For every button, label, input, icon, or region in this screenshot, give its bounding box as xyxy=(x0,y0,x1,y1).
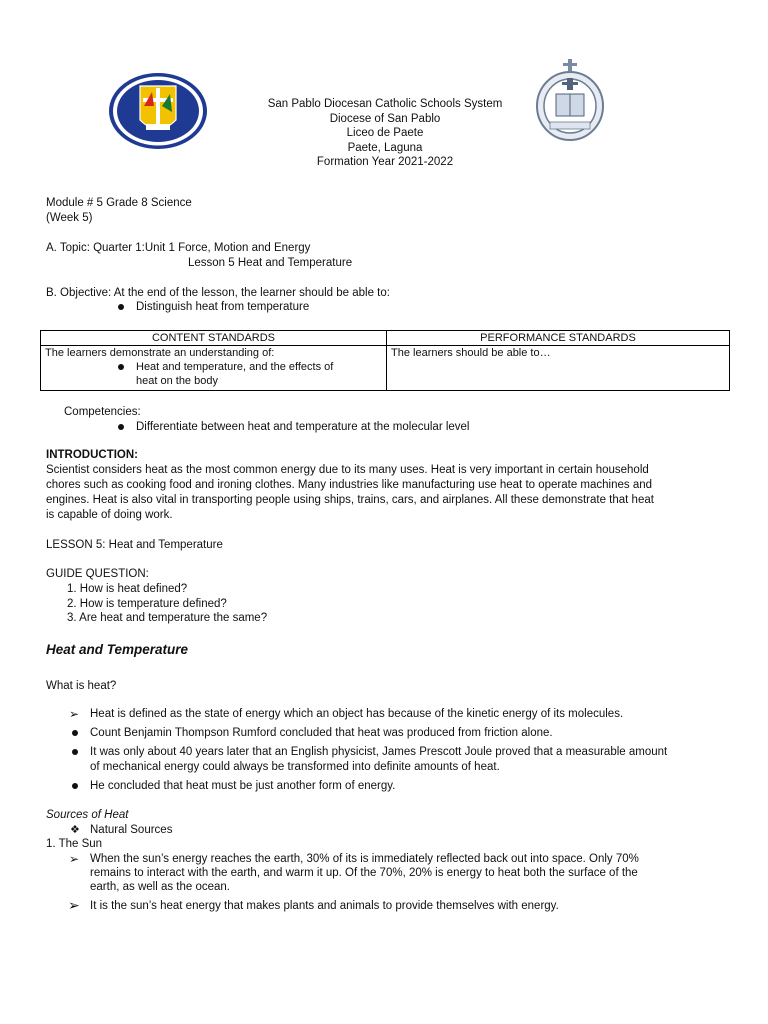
introduction-body xyxy=(46,463,736,523)
performance-standards-text: The learners should be able to… xyxy=(391,347,551,359)
school-header xyxy=(200,97,570,170)
guide-question-1: 1. How is heat defined? xyxy=(67,583,188,595)
bullet-icon xyxy=(72,783,78,789)
module-week: (Week 5) xyxy=(46,212,93,224)
sun-fact-energy: It is the sun’s heat energy that makes plants and animals to provide themselves with energy. xyxy=(90,900,559,912)
content-standards-header: CONTENT STANDARDS xyxy=(41,331,387,346)
joule-fact-line-1: It was only about 40 years later that an English physicist, James Prescott Joule proved that a measurable amount xyxy=(90,746,668,758)
header-system: San Pablo Diocesan Catholic Schools System xyxy=(267,98,503,110)
content-standards-item-2: heat on the body xyxy=(136,375,218,387)
bullet-icon xyxy=(72,730,78,736)
guide-question-3: 3. Are heat and temperature the same? xyxy=(67,612,268,624)
sun-fact-line-1: When the sun’s energy reaches the earth, 30% of its is immediately reflected back out into space. Only 70% xyxy=(90,853,639,865)
bullet-icon xyxy=(118,424,124,430)
diamond-bullet-icon: ❖ xyxy=(70,824,80,836)
header-diocese: Diocese of San Pablo xyxy=(329,112,441,125)
standards-table xyxy=(40,330,730,391)
school-system-seal xyxy=(108,72,208,150)
competencies-label: Competencies: xyxy=(64,406,141,418)
lesson-heading: LESSON 5: Heat and Temperature xyxy=(46,539,223,551)
introduction-line: engines. Heat is also vital in transporting people using ships, trains, cars, and airplanes. All these demonstrate that heat xyxy=(46,494,654,506)
performance-standards-cell xyxy=(387,346,730,391)
introduction-heading: INTRODUCTION: xyxy=(46,449,138,461)
arrow-bullet-icon: ➢ xyxy=(69,707,80,721)
bullet-icon xyxy=(118,304,124,310)
rumford-fact: Count Benjamin Thompson Rumford concluded that heat was produced from friction alone. xyxy=(90,727,553,739)
introduction-line: is capable of doing work. xyxy=(46,509,173,521)
guide-question-2: 2. How is temperature defined? xyxy=(67,598,227,610)
content-standards-item-1: Heat and temperature, and the effects of xyxy=(136,361,334,373)
content-standards-intro: The learners demonstrate an understanding of: xyxy=(45,347,275,359)
joule-fact-line-2: of mechanical energy could always be transformed into definite amounts of heat. xyxy=(90,761,500,773)
lesson-title: Lesson 5 Heat and Temperature xyxy=(188,257,353,269)
section-title: Heat and Temperature xyxy=(46,642,189,657)
sources-heading: Sources of Heat xyxy=(46,809,129,821)
introduction-line: chores such as cooking food and ironing clothes. Many industries like manufacturing use heat to operate machines and xyxy=(46,479,653,491)
content-standards-cell xyxy=(41,346,387,391)
objective-label: B. Objective: At the end of the lesson, the learner should be able to: xyxy=(46,287,390,299)
sun-label: 1. The Sun xyxy=(46,838,103,850)
bullet-icon xyxy=(118,364,124,370)
header-school: Liceo de Paete xyxy=(346,127,424,139)
arrow-bullet-icon: ➢ xyxy=(68,897,80,913)
guide-question-heading: GUIDE QUESTION: xyxy=(46,568,149,580)
what-is-heat-question: What is heat? xyxy=(46,680,117,692)
header-location: Paete, Laguna xyxy=(347,141,423,154)
bullet-icon xyxy=(72,749,78,755)
performance-standards-header: PERFORMANCE STANDARDS xyxy=(387,331,730,346)
competencies-item: Differentiate between heat and temperature at the molecular level xyxy=(136,421,470,433)
sun-fact-line-3: earth, as well as the ocean. xyxy=(90,881,230,893)
header-formation-year: Formation Year 2021-2022 xyxy=(316,156,454,168)
sun-fact-line-2: remains to interact with the earth, and warm it up. Of the 70%, 20% is energy to heat both the surface of the xyxy=(90,867,638,879)
objective-item: Distinguish heat from temperature xyxy=(136,301,310,313)
topic-label: A. Topic: Quarter 1:Unit 1 Force, Motion and Energy xyxy=(46,242,311,254)
introduction-line: Scientist considers heat as the most common energy due to its many uses. Heat is very important in certain household xyxy=(46,464,649,476)
heat-conclusion: He concluded that heat must be just another form of energy. xyxy=(90,780,396,792)
natural-sources-label: Natural Sources xyxy=(90,824,173,836)
arrow-bullet-icon: ➢ xyxy=(69,852,80,866)
module-title: Module # 5 Grade 8 Science xyxy=(46,197,192,209)
heat-definition: Heat is defined as the state of energy which an object has because of the kinetic energy of its molecules. xyxy=(90,708,624,720)
